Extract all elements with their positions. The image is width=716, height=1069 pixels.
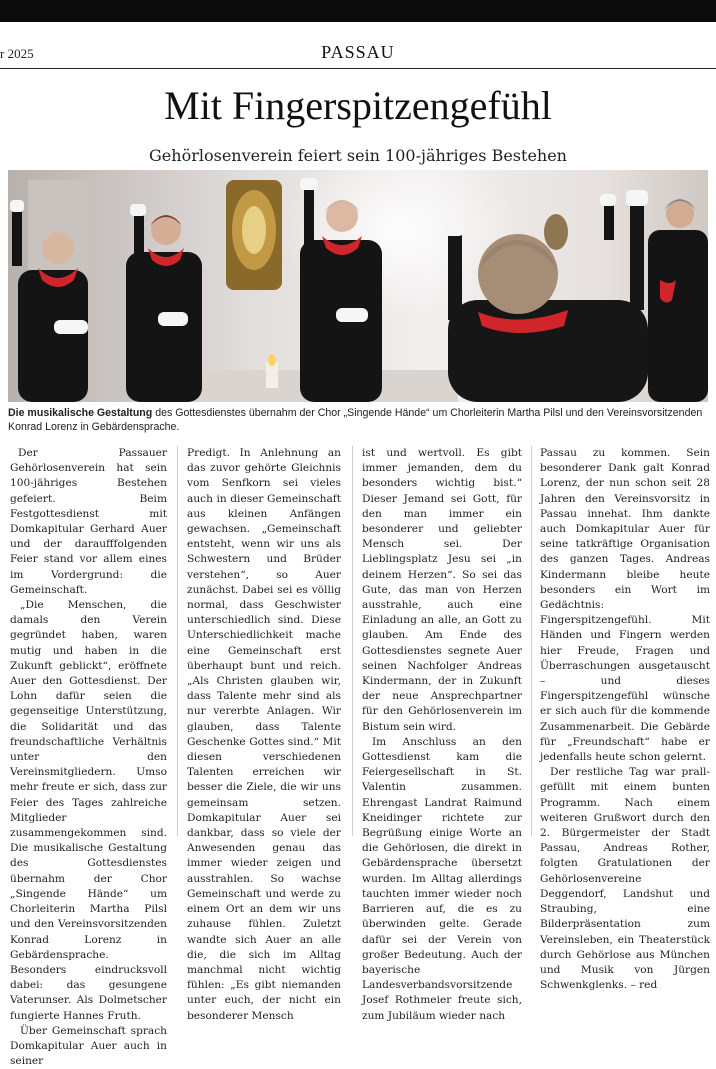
photo-caption — [8, 406, 708, 434]
altar-ornament — [226, 180, 282, 290]
section-title: PASSAU — [321, 42, 395, 62]
column-divider — [352, 446, 353, 836]
paragraph: Passau zu kommen. Sein besonderer Dank galt Konrad Lorenz, der nun schon seit 28 Jahren den Vereinsvorsitz in Passau innehat. Ihm dankte auch Domkapitular Auer für seine tatkräftige Organisation des ganzen Tages. Andreas Kindermann bleibe heute besonders ein Wort im Gedächtnis: Fingerspitzengefühl. Mit Händen und Fingern werden hier Freude, Fragen und Überraschungen ausgetauscht – und dieses Fingerspitzengefühl wünsche er sich auch für die kommende Zusammenarbeit. Die Gebärde für „Freundschaft“ habe er jedenfalls heute schon gelernt. — [540, 447, 710, 764]
paragraph: Im Anschluss an den Gottesdienst kam die Feiergesellschaft in St. Valentin zusammen. Ehrengast Landrat Raimund Kneidinger richtete zur Begrüßung einige Worte an die Gehörlosen, die direkt in Gebärdensprache übersetzt wurden. Im Alltag allerdings tauchten immer wieder noch Barrieren auf, die es zu überwinden gelte. Gerade dafür sei der Verein von großer Bedeutung. Auch der bayerische Landesverbandsvorsitzende Josef Rothmeier freute sich, zum Jubiläum wieder nach — [362, 735, 522, 1022]
choir-signing-photo — [8, 170, 708, 402]
article-column-2 — [187, 446, 341, 1024]
headline: Mit Fingerspitzengefühl — [164, 83, 552, 128]
article-column-3 — [362, 446, 522, 1024]
top-bar — [0, 0, 716, 22]
paragraph: „Die Menschen, die damals den Verein gegründet haben, waren mutig und haben in die Zukunft geblickt“, eröffnete Auer den Gottesdienst. Der Lohn dafür seien die gegenseitige Unterstützung, die Solidarität und das freundschaftliche Verhältnis unter den Vereinsmitgliedern. Umso mehr freute er sich, dass zur Feier des Tages zahlreiche Mitglieder zusammengekommen sind. Die musikalische Gestaltung des Gottesdienstes übernahm der Chor „Singende Hände“ um Chorleiterin Martha Pilsl und den Vereinsvorsitzenden Konrad Lorenz in Gebärdensprache. Besonders eindrucksvoll dabei: das gesungene Vaterunser. Als Dolmetscher fungierte Hannes Fruth. — [10, 599, 167, 1022]
paragraph: Der restliche Tag war prall-gefüllt mit einem bunten Programm. Nach einem weiteren Grußwort durch den 2. Bürgermeister der Stadt Passau, Andreas Rother, folgten Gratulationen der Gehörlosenvereine Deggendorf, Landshut und Straubing, eine Bilderpräsentation zum Vereinsleben, ein Theaterstück durch Gehörlose aus München und Musik von Jürgen Schwenkglenks. – red — [540, 766, 710, 992]
column-divider — [531, 446, 532, 836]
caption-text: des Gottesdienstes übernahm der Chor „Singende Hände“ um Chorleiterin Martha Pilsl und den Vereinsvorsitzenden Konrad Lorenz in Gebärdensprache. — [8, 407, 703, 433]
paragraph: Über Gemeinschaft sprach Domkapitular Auer auch in seiner — [10, 1024, 167, 1068]
header-rule — [0, 68, 716, 69]
subheadline: Gehörlosenverein feiert sein 100-jähriges Bestehen — [149, 146, 567, 165]
page-date: r 2025 — [0, 46, 34, 61]
paragraph: ist und wertvoll. Es gibt immer jemanden, dem du besonders wichtig bist.“ Dieser Jemand sei Gott, für den man immer ein besonderer und geliebter Mensch sei. Der Lieblingsplatz Jesu sei „in deinem Herzen“. So sei das Gute, das man von Herzen ausstrahle, auch eine Einladung an alle, an Gott zu glauben. Am Ende des Gottesdienstes segnete Auer seinen Nachfolger Andreas Kindermann, der in Zukunft der neue Ansprechpartner für den Gehörlosenverein im Bistum sein wird. — [362, 447, 522, 733]
article-column-1 — [10, 446, 167, 1069]
paragraph: Der Passauer Gehörlosenverein hat sein 100-jähriges Bestehen gefeiert. Beim Festgottesdienst mit Domkapitular Gerhard Auer und der daraufffolgenden Feier stand vor allem eines im Vordergrund: die Gemeinschaft. — [10, 447, 167, 596]
article-column-4 — [540, 446, 710, 993]
paragraph: Predigt. In Anlehnung an das zuvor gehörte Gleichnis vom Senfkorn sei vieles auch in dieser Gemeinschaft aus kleinen Anfängen gewachsen. „Gemeinschaft entsteht, wenn wir uns als Schwestern und Brüder verstehen“, so Auer zunächst. Dabei sei es völlig normal, dass Geschwister unterschiedlich sind. Diese Unterschiedlichkeit mache eine Gemeinschaft erst überhaupt bunt und reich. „Als Christen glauben wir, dass Talente mehr sind als nur vererbte Anlagen. Wir glauben, dass Talente Geschenke Gottes sind.“ Mit diesen verschiedenen Talenten erreichen wir besser die Ziele, die wir uns gemeinsam setzen. Domkapitular Auer sei dankbar, dass so viele der Anwesenden genau das immer wieder zeigen und ausstrahlen. So wachse Gemeinschaft und werde zu einem Ort an dem wir uns zuhause fühlen. Zuletzt wandte sich Auer an alle die, die sich im Alltag manchmal nicht wichtig fühlen: „Es gibt niemanden unter euch, der nicht ein besonderer Mensch — [187, 447, 341, 1022]
photo-illustration — [8, 170, 708, 402]
caption-lead: Die musikalische Gestaltung — [8, 407, 153, 419]
column-divider — [177, 446, 178, 836]
